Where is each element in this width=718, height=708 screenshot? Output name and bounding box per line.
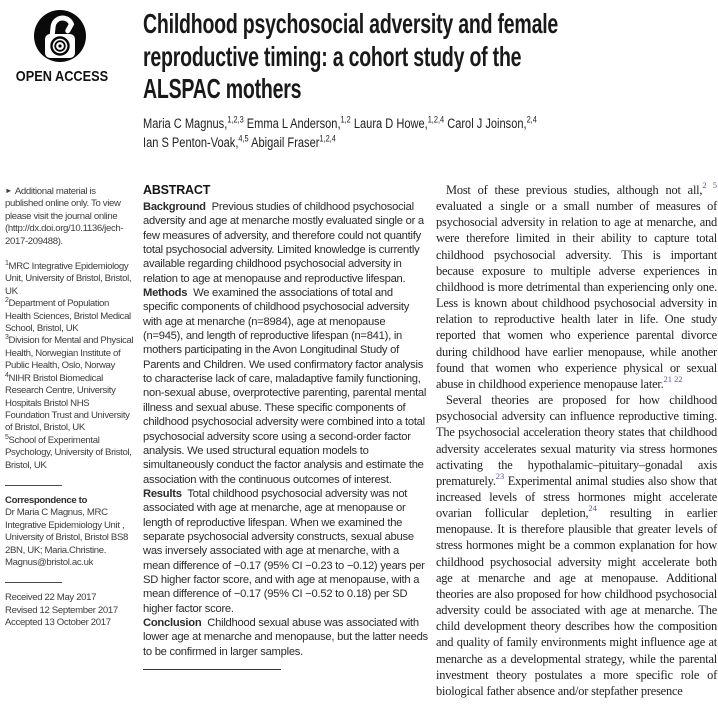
author-affiliation-sup: 1,2,4: [319, 133, 336, 143]
affiliation: $^5$School of Experimental Psychology, University of Bristol, Bristol, UK: [5, 433, 132, 471]
body-paragraph: Most of these previous studies, although not all,$^{2 5}$ evaluated a single or a small number of measures of psychosocial adversity in relation to age at menarche, and were therefore limited in their ability to capture total childhood psychosocial adversity. This is important because exposure to multiple adverse experiences in childhood is more detrimental than experiencing only one. Less is known about childhood psychosocial adversity in relation to reproductive health later in life. One study reported that women who experience parental divorce during childhood have earlier menopause, while another found that women who experience physical or sexual abuse in childhood experience menopause later.$^{21 22}$: [436, 179, 717, 391]
introduction-text: [436, 179, 717, 699]
author-affiliation-sup: 1,2,3: [227, 114, 244, 125]
author-affiliation-sup: 2,4: [526, 114, 537, 125]
sidebar-divider: [5, 582, 62, 583]
affiliation: $^1$MRC Integrative Epidemiology Unit, University of Bristol, Bristol, UK: [5, 259, 132, 297]
affiliation: $^4$NIHR Bristol Biomedical Research Centre, University Hospitals Bristol NHS Foundation Trust and University of Bristol, Bristol, UK: [5, 371, 130, 434]
abstract-background: Background Previous studies of childhood psychosocial adversity and age at menarche mostly evaluated single or a few measures of adversity, and therefore could not quantify total psychosocial adversity. Limited knowledge is currently available regarding childhood psychosocial adversity in relation to age at menopause and reproductive lifespan.: [143, 201, 424, 285]
abstract-body: [143, 200, 428, 659]
author-affiliation-sup: 1,2: [340, 114, 351, 125]
abstract-section-label: Background: [143, 201, 206, 213]
date-line: Accepted 13 October 2017: [5, 617, 111, 629]
title-line: ALSPAC mothers: [143, 73, 302, 104]
affiliation: $^3$Division for Mental and Physical Health, Norwegian Institute of Public Health, Oslo, Norway: [5, 334, 134, 372]
title-line: Childhood psychosocial adversity and female: [143, 8, 559, 39]
footer-rule: [143, 669, 281, 670]
abstract-section-label: Results: [143, 487, 182, 500]
abstract-section-label: Conclusion: [143, 616, 202, 629]
abstract-conclusion: Conclusion Childhood sexual abuse was associated with lower age at menarche and menopause, but the latter needs to be confirmed in larger samples.: [143, 616, 428, 658]
abstract-section: [143, 183, 428, 670]
sidebar-divider: [5, 485, 62, 486]
title-line: reproductive timing: a cohort study of the: [143, 40, 522, 72]
affiliation-number: 1: [5, 259, 9, 267]
author-list: [143, 115, 623, 152]
affiliation-number: 2: [5, 297, 9, 305]
abstract-methods: Methods We examined the associations of total and specific components of childhood psychosocial adversity with age at menarche (n=8984), age at menopause (n=945), and length of reproductive lifespan (n=841), in mothers participating in the Avon Longitudinal Study of Parents and Children. We used confirmatory factor analysis to characterise lack of care, maladaptive family functioning, non-sexual abuse, overprotective parenting, parental mental illness and sexual abuse. These specific components of childhood psychosocial adversity were combined into a total psychosocial adversity score using a second-order factor analysis. We used structural equation models to simultaneously conduct the factor analysis and estimate the association with the continuous outcomes of interest.: [143, 287, 427, 486]
open-access-label: OPEN ACCESS: [15, 68, 109, 85]
abstract-heading: ABSTRACT: [143, 183, 211, 197]
additional-material-note: [5, 186, 134, 248]
ref-superscript: 21 22: [663, 373, 683, 384]
arrow-icon: ►: [5, 186, 13, 195]
abstract-section-label: Methods: [143, 287, 188, 300]
ref-superscript: 23: [495, 470, 505, 481]
open-padlock-icon: [33, 8, 87, 64]
affiliation-number: 5: [5, 433, 9, 441]
author-line: Ian S Penton-Voak,$^{4,5}$ Abigail Fraser$^{1,2,4}$: [143, 133, 336, 150]
correspondence-heading: Correspondence to: [5, 494, 88, 506]
body-paragraph: Several theories are proposed for how childhood psychosocial adversity can influence reproductive timing. The psychosocial acceleration theory states that childhood adversity accelerates sexual maturity via stress hormones activating the hypothalamic–pituitary–gonadal axis prematurely.$^{23}$ Experimental animal studies also show that increased levels of stress hormones might accelerate ovarian follicular depletion,$^{24}$ resulting in earlier menopause. It is therefore plausible that greater levels of stress hormones might be a common explanation for how childhood psychosocial adversity might accelerate both age at menarche and age at menopause. Additional theories are also proposed for how childhood psychosocial adversity could be associated with age at menarche. The child development theory describes how the composition and quality of family environments might influence age at menarche as a developmental strategy, while the parental investment theory postulates a more specific role of biological father absence and/or stepfather presence: [436, 393, 717, 698]
sidebar: [5, 186, 134, 643]
article-dates: [5, 592, 134, 629]
affiliation: $^2$Department of Population Health Sciences, Bristol Medical School, Bristol, UK: [5, 297, 131, 335]
date-line: Received 22 May 2017: [5, 592, 97, 604]
affiliation-number: 3: [5, 334, 9, 342]
article-title: [143, 8, 718, 106]
open-access-logo: [8, 8, 112, 85]
correspondence-text: Dr Maria C Magnus, MRC Integrative Epidemiology Unit , University of Bristol, Bristol BS8 2BN, UK; Maria.Christine. Magnus@bristol.ac.uk: [5, 507, 128, 568]
author-line: Maria C Magnus,$^{1,2,3}$ Emma L Anderson,$^{1,2}$ Laura D Howe,$^{1,2,4}$ Carol J Joinson,$^{2,4}$: [143, 114, 537, 131]
abstract-results: Results Total childhood psychosocial adversity was not associated with age at menarche, age at menopause or length of reproductive lifespan. When we examined the separate psychosocial adversity constructs, sexual abuse was inversely associated with age at menarche, with a mean difference of −0.17 (95% CI −0.23 to −0.12) years per SD higher factor score, and with age at menopause, with a mean difference of −0.17 (95% CI −0.52 to 0.18) per SD higher factor score.: [143, 487, 425, 615]
ref-superscript: 24: [588, 503, 597, 513]
author-affiliation-sup: 1,2,4: [427, 114, 445, 125]
correspondence: [5, 495, 134, 569]
date-line: Revised 12 September 2017: [5, 604, 118, 616]
ref-superscript: 2 5: [702, 179, 717, 190]
additional-material-text: Additional material is published online only. To view please visit the journal online (http://dx.doi.org/10.1136/jech-2017-209488).: [5, 186, 124, 247]
affiliation-number: 4: [5, 371, 9, 379]
author-affiliation-sup: 4,5: [238, 133, 249, 143]
affiliations: [5, 261, 134, 472]
